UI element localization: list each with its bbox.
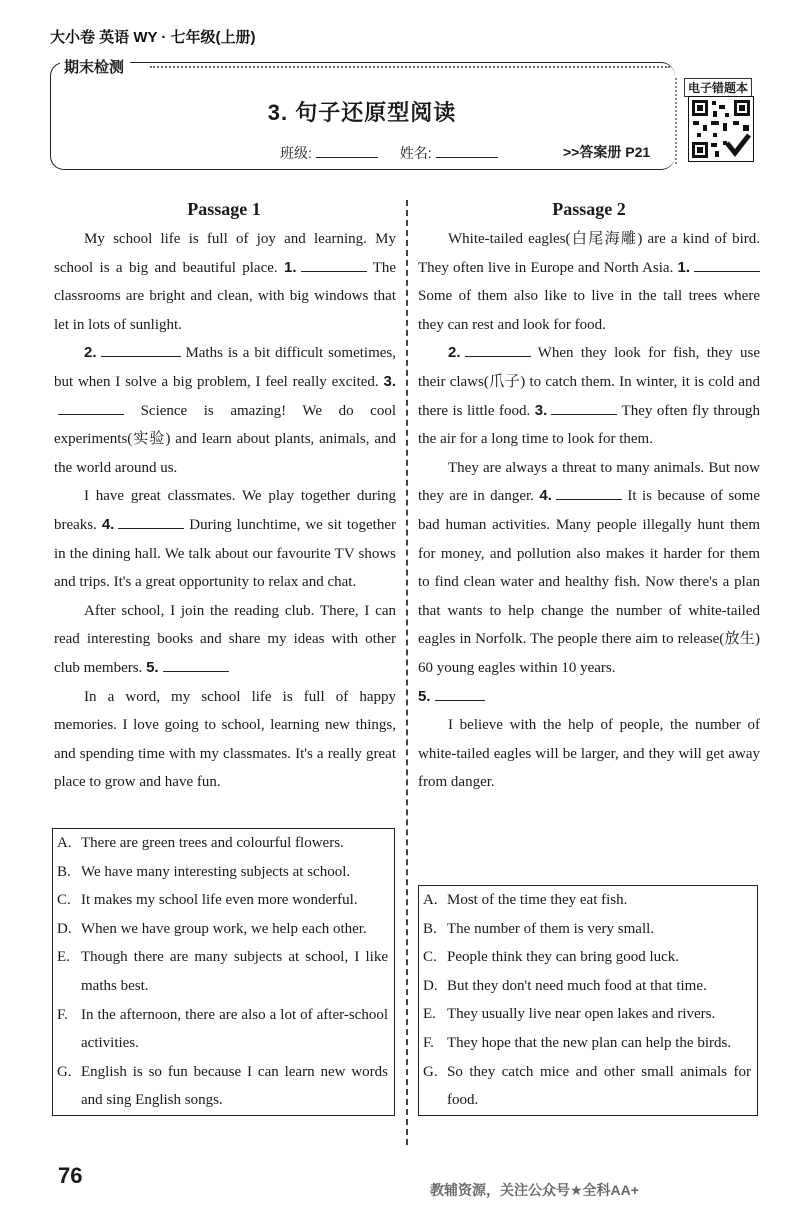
class-blank <box>316 145 378 158</box>
blank-number: 5. <box>418 687 431 705</box>
option-text: Though there are many subjects at school, I like maths best. <box>81 949 388 994</box>
option-item <box>57 886 388 915</box>
option-item <box>57 1058 388 1115</box>
option-text: When we have group work, we help each other. <box>81 920 367 937</box>
option-text: We have many interesting subjects at school. <box>81 863 351 880</box>
option-item <box>423 972 751 1001</box>
text-span: White-tailed eagles(白尾海雕) are a kind of bird. They often live in Europe and North Asia. <box>418 231 760 276</box>
option-item <box>57 1001 388 1058</box>
text-span: I believe with the help of people, the number of white-tailed eagles will be larger, and they will get away from danger. <box>418 717 760 791</box>
passage-2-options-box <box>418 885 758 1116</box>
qr-code-icon <box>688 96 754 162</box>
name-label: 姓名: <box>399 145 432 161</box>
option-text: English is so fun because I can learn new words and sing English songs. <box>81 1063 388 1109</box>
text-span: Maths is a bit difficult sometimes, but when I solve a big problem, I feel really excited. <box>54 345 396 390</box>
option-letter: F. <box>423 1034 434 1051</box>
passage-1-body <box>54 225 396 797</box>
section-tab: 期末检测 <box>60 56 130 77</box>
blank-number: 3. <box>534 401 548 419</box>
option-letter: F. <box>57 1006 68 1023</box>
option-text: They usually live near open lakes and rivers. <box>447 1006 716 1023</box>
option-letter: C. <box>57 892 71 909</box>
passage-2-body <box>418 225 760 797</box>
option-text: The number of them is very small. <box>447 920 655 937</box>
option-item <box>423 1000 751 1029</box>
answer-reference: >>答案册 P21 <box>563 144 651 160</box>
text-span: The classrooms are bright and clean, with big windows that let in lots of sunlight. <box>54 259 397 333</box>
option-letter: D. <box>423 977 438 994</box>
option-item <box>57 829 388 858</box>
answer-blank <box>163 659 229 672</box>
text-span: During lunchtime, we sit together in the dining hall. We talk about our favourite TV shows and trips. It's a great opportunity to relax and chat. <box>54 516 396 591</box>
answer-blank <box>551 402 617 415</box>
answer-blank <box>101 344 181 357</box>
option-text: There are green trees and colourful flowers. <box>81 835 344 851</box>
footer-promo-text: 教辅资源，关注公众号★全科AA+ <box>430 1182 639 1198</box>
option-item <box>57 943 388 1000</box>
book-series-title: 大小卷 英语 WY · 七年级(上册) <box>50 29 256 46</box>
option-text: So they catch mice and other small animals for food. <box>447 1063 751 1109</box>
answer-blank <box>58 402 124 415</box>
passage-2-paragraph <box>418 683 760 712</box>
blank-number: 4. <box>101 515 115 533</box>
class-label: 班级: <box>280 145 312 161</box>
text-span: When they look for fish, they use their claws(爪子) to catch them. In winter, it is cold and there is little food. <box>418 345 760 419</box>
option-letter: D. <box>57 920 72 937</box>
text-span: Some of them also like to live in the tall trees where they can rest and look for food. <box>418 288 760 333</box>
text-span: Science is amazing! We do cool experiments(实验) and learn about plants, animals, and the world around us. <box>54 402 396 476</box>
name-blank <box>436 145 498 158</box>
passage-1-options-box <box>52 828 395 1116</box>
answer-blank <box>435 688 485 701</box>
text-span: After school, I join the reading club. There, I can read interesting books and share my ideas with other club members. <box>54 602 396 676</box>
option-item <box>423 1029 751 1058</box>
text-span: I have great classmates. We play together during breaks. <box>54 488 396 533</box>
blank-number: 2. <box>84 344 97 362</box>
option-letter: A. <box>57 835 72 851</box>
blank-number: 1. <box>677 258 691 276</box>
passage-1-paragraph <box>54 225 396 339</box>
answer-blank <box>118 516 184 529</box>
passage-2-paragraph <box>418 339 760 453</box>
answer-blank <box>465 344 531 357</box>
option-letter: E. <box>57 949 70 966</box>
passage-2-title: Passage 2 <box>552 199 626 219</box>
option-letter: E. <box>423 1006 436 1023</box>
option-letter: B. <box>57 863 71 880</box>
blank-number: 3. <box>383 372 396 390</box>
page-number: 76 <box>58 1163 83 1188</box>
text-span: In a word, my school life is full of happy memories. I love going to school, learning new things, and spending time with my classmates. It's a really great place to grow and have fun. <box>54 688 396 791</box>
option-item <box>57 915 388 944</box>
option-text: In the afternoon, there are also a lot of after-school activities. <box>81 1006 388 1052</box>
blank-number: 5. <box>146 658 159 676</box>
answer-blank <box>556 487 622 500</box>
option-text: But they don't need much food at that time. <box>447 977 707 994</box>
passage-2-paragraph <box>418 711 760 797</box>
header-vertical-dots <box>675 78 677 164</box>
column-separator <box>406 200 408 1145</box>
passage-1-paragraph <box>54 597 396 683</box>
qr-label: 电子错题本 <box>684 78 752 97</box>
passage-1-paragraph <box>54 683 396 797</box>
passage-2-paragraph <box>418 225 760 339</box>
option-item <box>423 943 751 972</box>
option-text: People think they can bring good luck. <box>447 949 680 966</box>
option-item <box>57 858 388 887</box>
blank-number: 1. <box>284 258 297 276</box>
text-span: It is because of some bad human activities. Many people illegally hunt them for money, and pollution also makes it harder for them to find clean water and healthy fish. Now there's a plan that wants to help change the number of white-tailed eagles in Norfolk. The people there aim to release(放生) 60 young eagles within 10 years. <box>418 488 761 676</box>
header-dotted-rule <box>150 66 670 68</box>
option-letter: B. <box>423 920 437 937</box>
passage-1-paragraph <box>54 339 396 482</box>
student-info-fields <box>280 143 516 163</box>
option-text: Most of the time they eat fish. <box>447 892 628 908</box>
answer-blank <box>301 259 367 272</box>
blank-number: 2. <box>448 344 461 362</box>
passage-2-paragraph <box>418 454 760 683</box>
option-letter: G. <box>423 1063 438 1080</box>
passage-1-paragraph <box>54 482 396 596</box>
option-item <box>423 886 751 915</box>
text-span: My school life is full of joy and learning. My school is a big and beautiful place. <box>54 231 396 276</box>
option-text: They hope that the new plan can help the birds. <box>447 1034 732 1051</box>
answer-blank <box>694 259 760 272</box>
option-text: It makes my school life even more wonderful. <box>81 892 358 909</box>
option-item <box>423 1058 751 1115</box>
passage-1-title: Passage 1 <box>187 199 261 219</box>
option-item <box>423 915 751 944</box>
page-title: 3. 句子还原型阅读 <box>267 100 457 125</box>
option-letter: G. <box>57 1063 72 1080</box>
option-letter: A. <box>423 892 438 908</box>
blank-number: 4. <box>539 487 552 505</box>
text-span: They are always a threat to many animals. But now they are in danger. <box>418 459 760 505</box>
option-letter: C. <box>423 949 437 966</box>
text-span: They often fly through the air for a long time to look for them. <box>418 402 761 448</box>
